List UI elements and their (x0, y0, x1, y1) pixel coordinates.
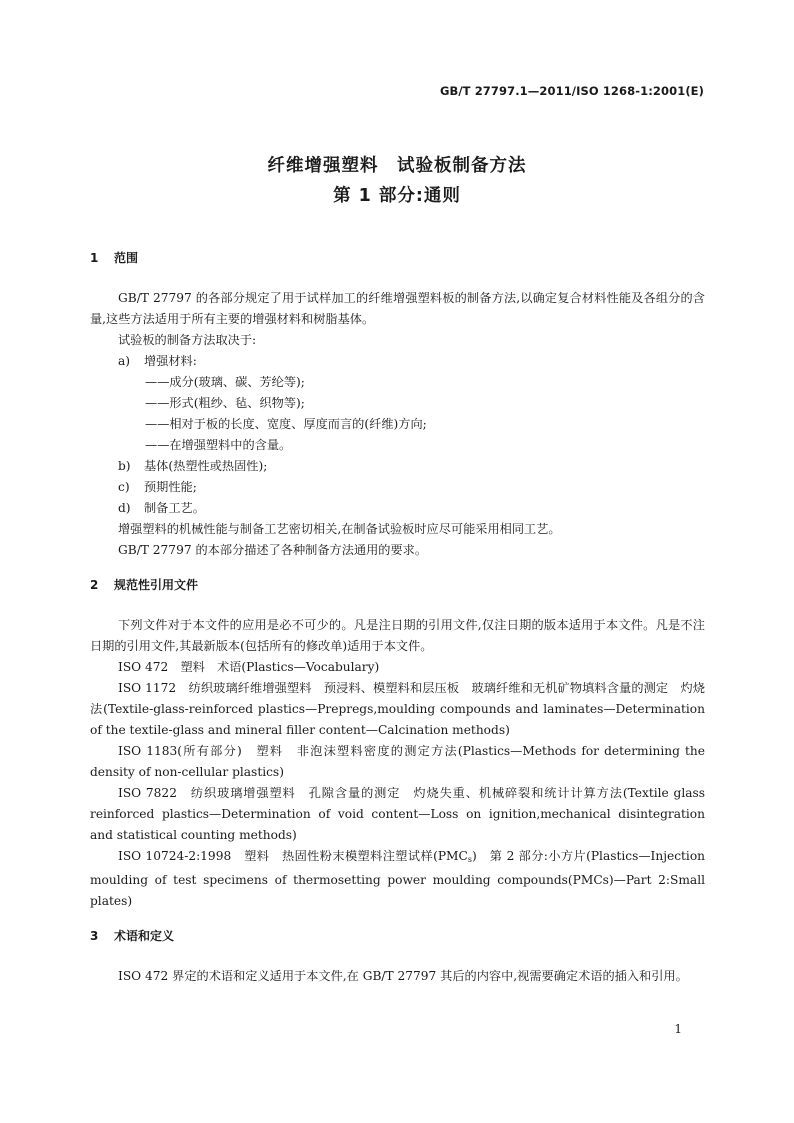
dash-item-orientation: ——相对于板的长度、宽度、厚度而言的(纤维)方向; (145, 417, 427, 431)
section-3-number: 3 (90, 929, 99, 943)
list-item-d-label: d) (118, 501, 131, 515)
section-2-number: 2 (90, 578, 99, 592)
section-1-title: 范围 (114, 251, 139, 265)
reference-iso-10724-2-part-b: ) 第 2 部分:小方片(Plastics—Injection moulding of test specimens of thermosetting power moulding compounds(PMCs)—Part 2:Small plates) (90, 849, 706, 908)
reference-iso-10724-2-subscript: s (467, 855, 472, 864)
section-3-title: 术语和定义 (114, 929, 175, 943)
document-body (90, 248, 705, 987)
document-title: 纤维增强塑料 试验板制备方法 (267, 156, 527, 176)
list-item-d-text: 制备工艺。 (144, 501, 205, 515)
reference-iso-1172: ISO 1172 纺织玻璃纤维增强塑料 预浸料、模塑料和层压板 玻璃纤维和无机矿物填料含量的测定 灼烧法(Textile-glass-reinforced plastics—Prepregs,moulding compounds and laminates—Determination of the textile-glass and mineral filler content—Calcination methods) (90, 681, 705, 737)
dash-item-composition: ——成分(玻璃、碳、芳纶等); (145, 375, 305, 389)
reference-iso-1183: ISO 1183(所有部分) 塑料 非泡沫塑料密度的测定方法(Plastics—Methods for determining the density of non-cellular plastics) (90, 744, 705, 779)
references-intro-paragraph: 下列文件对于本文件的应用是必不可少的。凡是注日期的引用文件,仅注日期的版本适用于本文件。凡是不注日期的引用文件,其最新版本(包括所有的修改单)适用于本文件。 (90, 618, 705, 653)
reference-iso-7822: ISO 7822 纺织玻璃增强塑料 孔隙含量的测定 灼烧失重、机械碎裂和统计计算方法(Textile glass reinforced plastics—Determination of void content—Loss on ignition,mechanical disintegration and statistical counting methods) (90, 786, 705, 842)
list-item-a-label: a) (118, 354, 131, 368)
dash-item-content: ——在增强塑料中的含量。 (145, 438, 292, 452)
list-item-c (90, 477, 705, 498)
list-item-d (90, 498, 705, 519)
list-item-b-text: 基体(热塑性或热固性); (144, 459, 268, 473)
section-2-heading (90, 575, 705, 596)
process-paragraph: 增强塑料的机械性能与制备工艺密切相关,在制备试验板时应尽可能采用相同工艺。 (118, 522, 561, 536)
list-item-b-label: b) (118, 459, 131, 473)
reference-iso-10724-2-part-a: ISO 10724-2:1998 塑料 热固性粉末模塑料注塑试样(PMC (118, 849, 468, 863)
scope-intro-paragraph: 试验板的制备方法取决于: (118, 333, 257, 347)
section-1-heading (90, 248, 705, 269)
list-item-c-label: c) (118, 480, 130, 494)
section-1-number: 1 (90, 251, 99, 265)
list-item-b (90, 456, 705, 477)
reference-iso-472: ISO 472 塑料 术语(Plastics—Vocabulary) (118, 660, 380, 674)
scope-paragraph: GB/T 27797 的各部分规定了用于试样加工的纤维增强塑料板的制备方法,以确定复合材料性能及各组分的含量,这些方法适用于所有主要的增强材料和树脂基体。 (90, 291, 705, 326)
general-requirements-paragraph: GB/T 27797 的本部分描述了各种制备方法通用的要求。 (118, 543, 428, 557)
page-number: 1 (674, 1022, 682, 1036)
list-item-a (90, 351, 705, 372)
section-2-title: 规范性引用文件 (114, 578, 199, 592)
section-3-heading (90, 926, 705, 947)
list-item-a-text: 增强材料: (144, 354, 197, 368)
standard-code: GB/T 27797.1—2011/ISO 1268-1:2001(E) (439, 84, 704, 98)
reference-iso-10724-2 (90, 846, 705, 912)
dash-item-form: ——形式(粗纱、毡、织物等); (145, 396, 305, 410)
list-item-c-text: 预期性能; (144, 480, 197, 494)
terms-paragraph: ISO 472 界定的术语和定义适用于本文件,在 GB/T 27797 其后的内容中,视需要确定术语的插入和引用。 (118, 969, 688, 983)
document-subtitle: 第 1 部分:通则 (333, 186, 461, 206)
